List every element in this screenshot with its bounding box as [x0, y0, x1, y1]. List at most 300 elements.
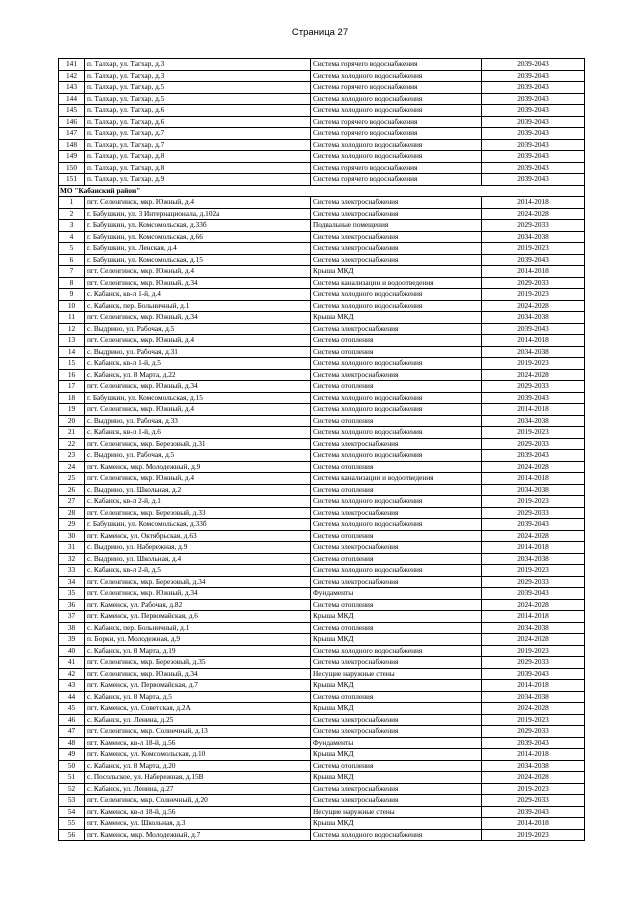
table-row	[59, 438, 585, 450]
system-cell: Система холодного водоснабжения	[311, 93, 482, 105]
address-cell: пгт. Селенгинск, мкр. Южный, д.4	[85, 197, 311, 209]
system-cell: Система электроснабжения	[311, 714, 482, 726]
period-cell: 2014-2018	[482, 266, 585, 278]
period-cell: 2039-2043	[482, 162, 585, 174]
table-row	[59, 208, 585, 220]
table-row	[59, 93, 585, 105]
address-cell: с. Кабанск, кв-л 1-й, д.5	[85, 358, 311, 370]
system-cell: Крыша МКД	[311, 772, 482, 784]
system-cell: Крыша МКД	[311, 611, 482, 623]
table-row	[59, 266, 585, 278]
table-row	[59, 162, 585, 174]
system-cell: Система холодного водоснабжения	[311, 300, 482, 312]
address-cell: с. Выдрино, ул. Школьная, д.4	[85, 553, 311, 565]
system-cell: Система отопления	[311, 484, 482, 496]
system-cell: Система холодного водоснабжения	[311, 829, 482, 841]
address-cell: пгт. Селенгинск, мкр. Южный, д.34	[85, 381, 311, 393]
period-cell: 2014-2018	[482, 542, 585, 554]
period-cell: 2019-2023	[482, 243, 585, 255]
table-row	[59, 576, 585, 588]
table-row	[59, 70, 585, 82]
period-cell: 2039-2043	[482, 128, 585, 140]
address-cell: с. Кабанск, пер. Больничный, д.1	[85, 622, 311, 634]
row-number: 10	[59, 300, 85, 312]
system-cell: Система отопления	[311, 335, 482, 347]
row-number: 12	[59, 323, 85, 335]
address-cell: с. Посольское, ул. Набережная, д.15В	[85, 772, 311, 784]
address-cell: п. Талхар, ул. Тагхар, д.3	[85, 70, 311, 82]
row-number: 146	[59, 116, 85, 128]
row-number: 53	[59, 795, 85, 807]
period-cell: 2019-2023	[482, 645, 585, 657]
table-row	[59, 381, 585, 393]
row-number: 29	[59, 519, 85, 531]
row-number: 52	[59, 783, 85, 795]
table-row	[59, 691, 585, 703]
table-row	[59, 346, 585, 358]
address-cell: п. Талхар, ул. Тагхар, д.9	[85, 174, 311, 186]
system-cell: Система отопления	[311, 415, 482, 427]
system-cell: Система горячего водоснабжения	[311, 174, 482, 186]
table-row	[59, 197, 585, 209]
system-cell: Система отопления	[311, 599, 482, 611]
table-row	[59, 300, 585, 312]
period-cell: 2014-2018	[482, 818, 585, 830]
system-cell: Система холодного водоснабжения	[311, 358, 482, 370]
table-row	[59, 818, 585, 830]
address-cell: пгт. Каменск, ул. Советская, д.2А	[85, 703, 311, 715]
row-number: 142	[59, 70, 85, 82]
table-row	[59, 668, 585, 680]
row-number: 55	[59, 818, 85, 830]
system-cell: Система холодного водоснабжения	[311, 519, 482, 531]
system-cell: Фундаменты	[311, 588, 482, 600]
address-cell: с. Кабанск, пер. Больничный, д.1	[85, 300, 311, 312]
period-cell: 2039-2043	[482, 737, 585, 749]
period-cell: 2034-2038	[482, 415, 585, 427]
period-cell: 2014-2018	[482, 335, 585, 347]
period-cell: 2039-2043	[482, 806, 585, 818]
row-number: 4	[59, 231, 85, 243]
period-cell: 2034-2038	[482, 622, 585, 634]
system-cell: Система отопления	[311, 760, 482, 772]
row-number: 147	[59, 128, 85, 140]
row-number: 11	[59, 312, 85, 324]
period-cell: 2024-2028	[482, 461, 585, 473]
row-number: 2	[59, 208, 85, 220]
system-cell: Система отопления	[311, 530, 482, 542]
table-row	[59, 323, 585, 335]
table-row	[59, 542, 585, 554]
system-cell: Крыша МКД	[311, 818, 482, 830]
period-cell: 2019-2023	[482, 565, 585, 577]
system-cell: Система холодного водоснабжения	[311, 139, 482, 151]
address-cell: г. Бабушкин, ул. Комсомольская, д.15	[85, 392, 311, 404]
row-number: 3	[59, 220, 85, 232]
table-row	[59, 243, 585, 255]
row-number: 47	[59, 726, 85, 738]
system-cell: Система электроснабжения	[311, 208, 482, 220]
address-cell: с. Выдрино, ул. Набережная, д.9	[85, 542, 311, 554]
address-cell: с. Кабанск, кв-л 2-й, д.1	[85, 496, 311, 508]
period-cell: 2034-2038	[482, 312, 585, 324]
row-number: 148	[59, 139, 85, 151]
address-cell: с. Кабанск, ул. Ленина, д.27	[85, 783, 311, 795]
period-cell: 2034-2038	[482, 346, 585, 358]
address-cell: г. Бабушкин, ул. Комсомольская, д.33б	[85, 220, 311, 232]
row-number: 9	[59, 289, 85, 301]
period-cell: 2039-2043	[482, 519, 585, 531]
address-cell: пгт. Каменск, ул. Школьная, д.3	[85, 818, 311, 830]
period-cell: 2014-2018	[482, 473, 585, 485]
row-number: 144	[59, 93, 85, 105]
system-cell: Система холодного водоснабжения	[311, 496, 482, 508]
system-cell: Система отопления	[311, 381, 482, 393]
row-number: 21	[59, 427, 85, 439]
row-number: 49	[59, 749, 85, 761]
address-cell: с. Кабанск, кв-л 2-й, д.5	[85, 565, 311, 577]
table-row	[59, 461, 585, 473]
table-row	[59, 369, 585, 381]
system-cell: Подвальные помещения	[311, 220, 482, 232]
period-cell: 2024-2028	[482, 634, 585, 646]
table-row	[59, 254, 585, 266]
system-cell: Система электроснабжения	[311, 576, 482, 588]
address-cell: пгт. Каменск, ул. Первомайская, д.6	[85, 611, 311, 623]
system-cell: Система электроснабжения	[311, 542, 482, 554]
table-row	[59, 139, 585, 151]
table-row	[59, 392, 585, 404]
system-cell: Система электроснабжения	[311, 323, 482, 335]
address-cell: пгт. Селенгинск, мкр. Березовый, д.35	[85, 657, 311, 669]
address-cell: п. Талхар, ул. Тагхар, д.7	[85, 139, 311, 151]
row-number: 39	[59, 634, 85, 646]
period-cell: 2014-2018	[482, 611, 585, 623]
period-cell: 2039-2043	[482, 82, 585, 94]
period-cell: 2024-2028	[482, 703, 585, 715]
system-cell: Несущие наружные стены	[311, 806, 482, 818]
system-cell: Система электроснабжения	[311, 783, 482, 795]
address-cell: с. Кабанск, кв-л 1-й, д.6	[85, 427, 311, 439]
row-number: 14	[59, 346, 85, 358]
period-cell: 2029-2033	[482, 381, 585, 393]
row-number: 32	[59, 553, 85, 565]
row-number: 22	[59, 438, 85, 450]
period-cell: 2019-2023	[482, 714, 585, 726]
address-cell: пгт. Каменск, ул. Рабочая, д.82	[85, 599, 311, 611]
table-row	[59, 703, 585, 715]
table-row	[59, 507, 585, 519]
system-cell: Система канализации и водоотведения	[311, 277, 482, 289]
period-cell: 2039-2043	[482, 392, 585, 404]
row-number: 43	[59, 680, 85, 692]
row-number: 51	[59, 772, 85, 784]
address-cell: пгт. Каменск, кв-л 18-й, д.56	[85, 806, 311, 818]
table-row	[59, 116, 585, 128]
period-cell: 2019-2023	[482, 358, 585, 370]
address-cell: с. Кабанск, ул. 8 Марта, д.22	[85, 369, 311, 381]
period-cell: 2019-2023	[482, 496, 585, 508]
address-cell: п. Борки, ул. Молодежная, д.9	[85, 634, 311, 646]
row-number: 28	[59, 507, 85, 519]
table-row	[59, 553, 585, 565]
address-cell: пгт. Каменск, ул. Октябрьская, д.63	[85, 530, 311, 542]
address-cell: п. Талхар, ул. Тагхар, д.6	[85, 116, 311, 128]
period-cell: 2029-2033	[482, 795, 585, 807]
period-cell: 2024-2028	[482, 772, 585, 784]
period-cell: 2029-2033	[482, 438, 585, 450]
table-row	[59, 427, 585, 439]
row-number: 46	[59, 714, 85, 726]
system-cell: Система электроснабжения	[311, 795, 482, 807]
table-row	[59, 599, 585, 611]
system-cell: Система холодного водоснабжения	[311, 427, 482, 439]
row-number: 20	[59, 415, 85, 427]
row-number: 145	[59, 105, 85, 117]
row-number: 5	[59, 243, 85, 255]
system-cell: Система электроснабжения	[311, 507, 482, 519]
address-cell: пгт. Селенгинск, мкр. Южный, д.34	[85, 588, 311, 600]
period-cell: 2019-2023	[482, 829, 585, 841]
row-number: 17	[59, 381, 85, 393]
address-cell: пгт. Селенгинск, мкр. Березовый, д.34	[85, 576, 311, 588]
system-cell: Система электроснабжения	[311, 369, 482, 381]
row-number: 149	[59, 151, 85, 163]
system-cell: Система холодного водоснабжения	[311, 289, 482, 301]
table-row	[59, 657, 585, 669]
system-cell: Система холодного водоснабжения	[311, 645, 482, 657]
period-cell: 2039-2043	[482, 323, 585, 335]
table-row	[59, 496, 585, 508]
system-cell: Система холодного водоснабжения	[311, 392, 482, 404]
table-row	[59, 358, 585, 370]
table-row	[59, 622, 585, 634]
system-cell: Система холодного водоснабжения	[311, 450, 482, 462]
address-cell: с. Кабанск, ул. 8 Марта, д.20	[85, 760, 311, 772]
address-cell: пгт. Селенгинск, мкр. Южный, д.4	[85, 404, 311, 416]
address-cell: г. Бабушкин, ул. 3 Интернационала, д.102а	[85, 208, 311, 220]
system-cell: Система холодного водоснабжения	[311, 151, 482, 163]
system-cell: Фундаменты	[311, 737, 482, 749]
table-row	[59, 519, 585, 531]
period-cell: 2039-2043	[482, 254, 585, 266]
system-cell: Система отопления	[311, 346, 482, 358]
address-cell: пгт. Селенгинск, мкр. Солнечный, д.20	[85, 795, 311, 807]
table-body	[59, 59, 585, 841]
table-row	[59, 588, 585, 600]
address-cell: пгт. Каменск, ул. Комсомольская, д.10	[85, 749, 311, 761]
table-row	[59, 128, 585, 140]
row-number: 26	[59, 484, 85, 496]
address-cell: с. Выдрино, ул. Рабочая, д.31	[85, 346, 311, 358]
address-cell: пгт. Селенгинск, мкр. Южный, д.4	[85, 473, 311, 485]
table-row	[59, 415, 585, 427]
period-cell: 2024-2028	[482, 599, 585, 611]
period-cell: 2014-2018	[482, 680, 585, 692]
system-cell: Система отопления	[311, 622, 482, 634]
table-row	[59, 277, 585, 289]
row-number: 37	[59, 611, 85, 623]
table-row	[59, 634, 585, 646]
table-row	[59, 680, 585, 692]
row-number: 23	[59, 450, 85, 462]
row-number: 1	[59, 197, 85, 209]
row-number: 150	[59, 162, 85, 174]
row-number: 50	[59, 760, 85, 772]
table-row	[59, 473, 585, 485]
address-cell: с. Кабанск, ул. Ленина, д.25	[85, 714, 311, 726]
address-cell: с. Выдрино, ул. Рабочая, д.5	[85, 450, 311, 462]
table-row	[59, 726, 585, 738]
address-cell: г. Бабушкин, ул. Комсомольская, д.15	[85, 254, 311, 266]
address-cell: п. Талхар, ул. Тагхар, д.6	[85, 105, 311, 117]
table-row	[59, 645, 585, 657]
period-cell: 2034-2038	[482, 231, 585, 243]
table-row	[59, 151, 585, 163]
row-number: 151	[59, 174, 85, 186]
system-cell: Крыша МКД	[311, 703, 482, 715]
row-number: 25	[59, 473, 85, 485]
period-cell: 2039-2043	[482, 668, 585, 680]
row-number: 34	[59, 576, 85, 588]
table-row	[59, 760, 585, 772]
row-number: 13	[59, 335, 85, 347]
period-cell: 2039-2043	[482, 116, 585, 128]
system-cell: Система канализации и водоотведения	[311, 473, 482, 485]
system-cell: Система отопления	[311, 553, 482, 565]
address-cell: п. Талхар, ул. Тагхар, д.5	[85, 82, 311, 94]
table-row	[59, 312, 585, 324]
system-cell: Крыша МКД	[311, 266, 482, 278]
row-number: 27	[59, 496, 85, 508]
section-title: МО "Кабанский район"	[59, 185, 585, 197]
page-title: Страница 27	[291, 27, 349, 38]
system-cell: Система электроснабжения	[311, 657, 482, 669]
period-cell: 2039-2043	[482, 70, 585, 82]
period-cell: 2024-2028	[482, 530, 585, 542]
table-row	[59, 220, 585, 232]
period-cell: 2039-2043	[482, 450, 585, 462]
row-number: 18	[59, 392, 85, 404]
row-number: 35	[59, 588, 85, 600]
system-cell: Крыша МКД	[311, 680, 482, 692]
period-cell: 2019-2023	[482, 783, 585, 795]
address-cell: п. Талхар, ул. Тагхар, д.5	[85, 93, 311, 105]
address-cell: пгт. Каменск, мкр. Молодежный, д.7	[85, 829, 311, 841]
system-cell: Система холодного водоснабжения	[311, 565, 482, 577]
address-cell: пгт. Селенгинск, мкр. Солнечный, д.13	[85, 726, 311, 738]
address-cell: п. Талхар, ул. Тагхар, д.8	[85, 151, 311, 163]
period-cell: 2039-2043	[482, 139, 585, 151]
system-cell: Система отопления	[311, 461, 482, 473]
period-cell: 2034-2038	[482, 691, 585, 703]
table-row	[59, 174, 585, 186]
system-cell: Система отопления	[311, 691, 482, 703]
table-row	[59, 82, 585, 94]
table-row	[59, 795, 585, 807]
address-cell: с. Кабанск, ул. 8 Марта, д.5	[85, 691, 311, 703]
table-row	[59, 59, 585, 71]
row-number: 15	[59, 358, 85, 370]
address-cell: пгт. Селенгинск, мкр. Березовый, д.31	[85, 438, 311, 450]
address-cell: с. Выдрино, ул. Рабочая, д.33	[85, 415, 311, 427]
period-cell: 2014-2018	[482, 749, 585, 761]
table-row	[59, 105, 585, 117]
period-cell: 2039-2043	[482, 93, 585, 105]
system-cell: Система электроснабжения	[311, 231, 482, 243]
table-row	[59, 611, 585, 623]
address-cell: пгт. Селенгинск, мкр. Южный, д.4	[85, 266, 311, 278]
address-cell: г. Бабушкин, ул. Ленская, д.4	[85, 243, 311, 255]
system-cell: Система холодного водоснабжения	[311, 105, 482, 117]
system-cell: Система электроснабжения	[311, 197, 482, 209]
address-cell: п. Талхар, ул. Тагхар, д.3	[85, 59, 311, 71]
table-row	[59, 335, 585, 347]
period-cell: 2029-2033	[482, 576, 585, 588]
table-row	[59, 737, 585, 749]
address-cell: пгт. Селенгинск, мкр. Южный, д.4	[85, 335, 311, 347]
period-cell: 2014-2018	[482, 404, 585, 416]
row-number: 48	[59, 737, 85, 749]
row-number: 45	[59, 703, 85, 715]
system-cell: Система горячего водоснабжения	[311, 82, 482, 94]
row-number: 33	[59, 565, 85, 577]
system-cell: Система холодного водоснабжения	[311, 70, 482, 82]
address-cell: с. Выдрино, ул. Школьная, д.2	[85, 484, 311, 496]
address-cell: п. Талхар, ул. Тагхар, д.7	[85, 128, 311, 140]
address-cell: пгт. Селенгинск, мкр. Южный, д.34	[85, 277, 311, 289]
table-row	[59, 749, 585, 761]
address-cell: с. Выдрино, ул. Рабочая, д.5	[85, 323, 311, 335]
system-cell: Несущие наружные стены	[311, 668, 482, 680]
row-number: 56	[59, 829, 85, 841]
period-cell: 2014-2018	[482, 197, 585, 209]
system-cell: Система электроснабжения	[311, 726, 482, 738]
period-cell: 2029-2033	[482, 220, 585, 232]
period-cell: 2029-2033	[482, 726, 585, 738]
row-number: 30	[59, 530, 85, 542]
period-cell: 2029-2033	[482, 657, 585, 669]
address-cell: с. Кабанск, ул. 8 Марта, д.19	[85, 645, 311, 657]
period-cell: 2034-2038	[482, 553, 585, 565]
address-cell: пгт. Селенгинск, мкр. Березовый, д.33	[85, 507, 311, 519]
period-cell: 2029-2033	[482, 507, 585, 519]
system-cell: Система горячего водоснабжения	[311, 162, 482, 174]
period-cell: 2034-2038	[482, 760, 585, 772]
row-number: 42	[59, 668, 85, 680]
period-cell: 2024-2028	[482, 208, 585, 220]
row-number: 141	[59, 59, 85, 71]
section-row	[59, 185, 585, 197]
schedule-table	[58, 58, 585, 841]
row-number: 8	[59, 277, 85, 289]
system-cell: Система электроснабжения	[311, 243, 482, 255]
table-row	[59, 231, 585, 243]
system-cell: Крыша МКД	[311, 312, 482, 324]
table-row	[59, 714, 585, 726]
table-row	[59, 783, 585, 795]
address-cell: пгт. Каменск, ул. Первомайская, д.7	[85, 680, 311, 692]
period-cell: 2024-2028	[482, 369, 585, 381]
table-row	[59, 829, 585, 841]
row-number: 24	[59, 461, 85, 473]
table-row	[59, 806, 585, 818]
period-cell: 2039-2043	[482, 174, 585, 186]
period-cell: 2034-2038	[482, 484, 585, 496]
table-row	[59, 772, 585, 784]
table-row	[59, 404, 585, 416]
row-number: 54	[59, 806, 85, 818]
